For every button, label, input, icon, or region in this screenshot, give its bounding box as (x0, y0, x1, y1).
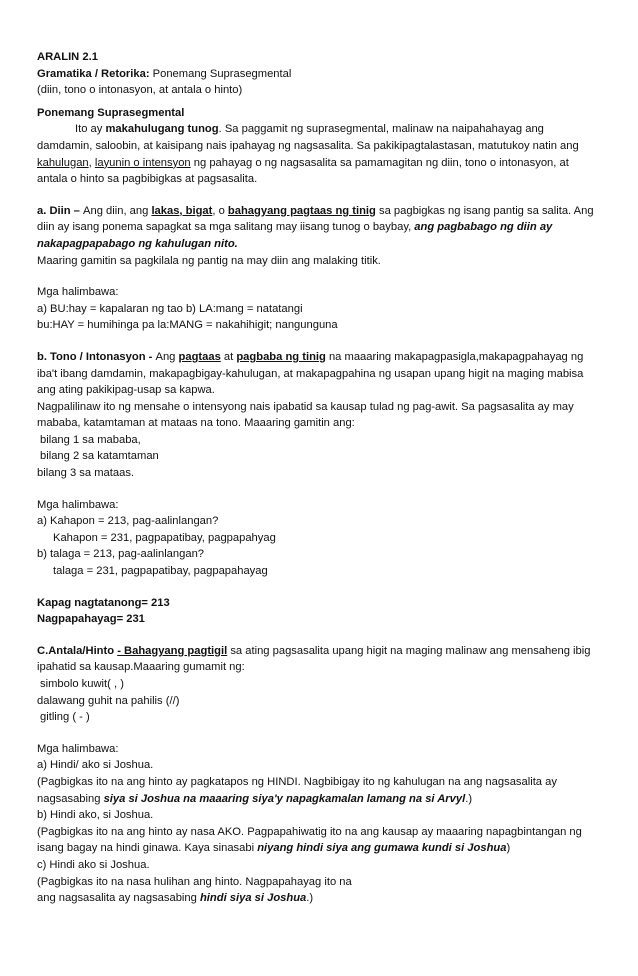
antala-examples-heading: Mga halimbawa: (37, 742, 119, 755)
tono-rule-2: Nagpapahayag= 231 (37, 613, 145, 626)
tono-example-3: b) talaga = 213, pag-aalinlangan? (37, 548, 205, 561)
intro-line-2: damdamin, saloobin, at kaisipang nais ipahayag ng nagsasalita. Sa pakikipagtalastasan, matutukoy natin ang (37, 139, 579, 152)
antala-line-4: dalawang guhit na pahilis (//) (37, 694, 180, 707)
intro-line-4: antala o hinto sa pagbibigkas at pagsasalita. (37, 173, 258, 186)
diin-example-1: a) BU:hay = kapalaran ng tao b) LA:mang = natatangi (37, 302, 303, 315)
tono-line-2: iba't ibang damdamin, makapagbigay-kahulugan, at makapagpahina ng usapan upang higit na maging mabisa (37, 367, 584, 380)
intro-line-3: kahulugan, layunin o intensyon ng pahayag o ng nagsasalita sa pamamagitan ng diin, tono o intonasyon, at (37, 156, 569, 169)
antala-line-5: gitling ( - ) (40, 711, 90, 724)
antala-example-a: a) Hindi/ ako si Joshua. (37, 759, 154, 772)
tono-line-5: mababa, katamtaman at mataas na tono. Maaaring gamitin ang: (37, 417, 355, 430)
diin-line-4: Maaring gamitin sa pagkilala ng pantig na may diin ang malaking titik. (37, 254, 381, 267)
diin-example-2: bu:HAY = humihinga pa la:MANG = nakahihigit; nangunguna (37, 319, 338, 332)
antala-example-a-exp-2: nagsasabing siya si Joshua na maaaring siya'y napagkamalan lamang na si Arvyl.) (37, 792, 473, 805)
diin-examples-heading: Mga halimbawa: (37, 286, 119, 299)
antala-line-3: simbolo kuwit( , ) (40, 678, 124, 690)
tono-line-8: bilang 3 sa mataas. (37, 467, 135, 480)
topic-line: Gramatika / Retorika: Ponemang Suprasegmental (37, 67, 292, 80)
tono-example-1: a) Kahapon = 213, pag-aalinlangan? (37, 515, 219, 528)
diin-line-3: nakapagpapabago ng kahulugan nito. (37, 237, 238, 250)
antala-example-a-exp-1: (Pagbigkas ito na ang hinto ay pagkatapos ng HINDI. Nagbibigay ito ng kahulugan na ang nagsasalita ay (37, 775, 557, 788)
lesson-title: ARALIN 2.1 (37, 51, 98, 63)
antala-line-2: ipahatid sa kausap.Maaaring gumamit ng: (37, 661, 245, 674)
tono-line-3: ang ating pakikipag-usap sa kapwa. (37, 384, 215, 397)
tono-rule-1: Kapag nagtatanong= 213 (37, 596, 170, 609)
antala-example-b-exp-1: (Pagbigkas ito na ang hinto ay nasa AKO. Pagpapahiwatig ito na ang kausap ay maaaring napagbintangan ng (37, 825, 582, 838)
tono-example-2: Kahapon = 231, pagpapatibay, pagpapahyag (53, 531, 276, 544)
diin-line-2: diin ay isang ponema sapagkat sa mga salitang may iisang tunog o baybay, ang pagbabago ng diin ay (37, 221, 553, 234)
antala-example-b-exp-2: isang bagay na hindi ginawa. Kaya sinasabi niyang hindi siya ang gumawa kundi si Joshua) (37, 842, 511, 855)
tono-examples-heading: Mga halimbawa: (37, 498, 119, 511)
antala-example-c-exp-1: (Pagbigkas ito na nasa hulihan ang hinto. Nagpapahayag ito na (37, 875, 352, 888)
diin-line-1: a. Diin – Ang diin, ang lakas, bigat, o bahagyang pagtaas ng tinig sa pagbigkas ng isang pantig sa salita. Ang (37, 204, 594, 217)
intro-heading: Ponemang Suprasegmental (37, 106, 185, 119)
tono-example-4: talaga = 231, pagpapatibay, pagpapahayag (53, 565, 268, 578)
intro-line-1: Ito ay makahulugang tunog. Sa paggamit ng suprasegmental, malinaw na naipahahayag ang (75, 123, 544, 136)
tono-line-1: b. Tono / Intonasyon - Ang pagtaas at pagbaba ng tinig na maaaring makapagpasigla,makapagpahayag ng (37, 350, 584, 363)
tono-line-4: Nagpalilinaw ito ng mensahe o intensyong nais ipabatid sa kausap tulad ng pag-awit. Sa pagsasalita ay may (37, 400, 574, 413)
topic-subtitle: (diin, tono o intonasyon, at antala o hinto) (37, 84, 243, 97)
antala-example-b: b) Hindi ako, si Joshua. (37, 809, 154, 822)
tono-line-6: bilang 1 sa mababa, (40, 433, 141, 446)
antala-example-c-exp-2: ang nagsasalita ay nagsasabing hindi siya si Joshua.) (37, 892, 314, 905)
document-page (37, 49, 609, 907)
antala-example-c: c) Hindi ako si Joshua. (37, 858, 150, 871)
tono-line-7: bilang 2 sa katamtaman (40, 450, 159, 463)
antala-line-1: C.Antala/Hinto - Bahagyang pagtigil sa ating pagsasalita upang higit na maging malinaw ang mensaheng ibig (37, 644, 591, 657)
